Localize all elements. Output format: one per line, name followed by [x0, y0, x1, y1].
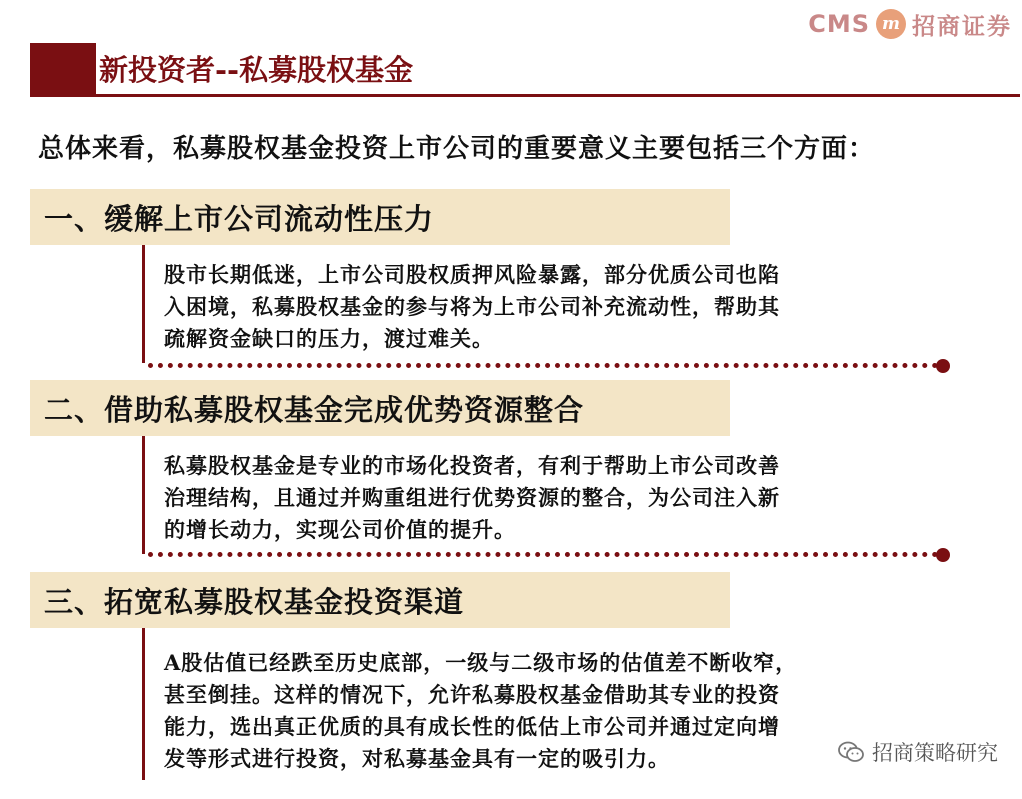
section-2 — [30, 380, 960, 570]
title-accent-block — [30, 43, 96, 95]
section-dotted-rule — [148, 363, 938, 368]
page-title: 新投资者--私募股权基金 — [99, 53, 414, 87]
wechat-icon — [838, 741, 864, 763]
body-line: A股估值已经跌至历史底部，一级与二级市场的估值差不断收窄， — [164, 650, 798, 675]
section-body — [164, 259, 944, 355]
body-line: 甚至倒挂。这样的情况下，允许私募股权基金借助其专业的投资 — [164, 682, 780, 707]
section-heading: 三、拓宽私募股权基金投资渠道 — [30, 572, 730, 628]
title-divider — [30, 94, 1020, 97]
section-end-dot — [936, 548, 950, 562]
body-line: 的增长动力，实现公司价值的提升。 — [164, 517, 516, 542]
body-line: 发等形式进行投资，对私募基金具有一定的吸引力。 — [164, 746, 670, 771]
section-dotted-rule — [148, 552, 938, 557]
logo-name: 招商证券 — [912, 13, 1012, 40]
section-vertical-rule — [142, 436, 145, 554]
section-body — [164, 647, 944, 775]
logo-latin: CMS — [808, 10, 870, 38]
intro-text: 总体来看，私募股权基金投资上市公司的重要意义主要包括三个方面： — [38, 134, 876, 164]
watermark — [838, 737, 998, 767]
logo-badge-icon: m — [876, 9, 906, 39]
section-heading: 二、借助私募股权基金完成优势资源整合 — [30, 380, 730, 436]
body-line: 入困境，私募股权基金的参与将为上市公司补充流动性，帮助其 — [164, 294, 780, 319]
section-1 — [30, 189, 960, 379]
section-heading: 一、缓解上市公司流动性压力 — [30, 189, 730, 245]
brand-logo — [808, 6, 1012, 42]
section-3 — [30, 572, 960, 792]
watermark-text: 招商策略研究 — [872, 741, 998, 765]
body-line: 股市长期低迷，上市公司股权质押风险暴露，部分优质公司也陷 — [164, 262, 780, 287]
section-body — [164, 450, 944, 546]
section-end-dot — [936, 359, 950, 373]
body-line: 能力，选出真正优质的具有成长性的低估上市公司并通过定向增 — [164, 714, 780, 739]
section-vertical-rule — [142, 245, 145, 363]
section-vertical-rule — [142, 628, 145, 780]
body-line: 治理结构，且通过并购重组进行优势资源的整合，为公司注入新 — [164, 485, 780, 510]
body-line: 疏解资金缺口的压力，渡过难关。 — [164, 326, 494, 351]
body-line: 私募股权基金是专业的市场化投资者，有利于帮助上市公司改善 — [164, 453, 780, 478]
